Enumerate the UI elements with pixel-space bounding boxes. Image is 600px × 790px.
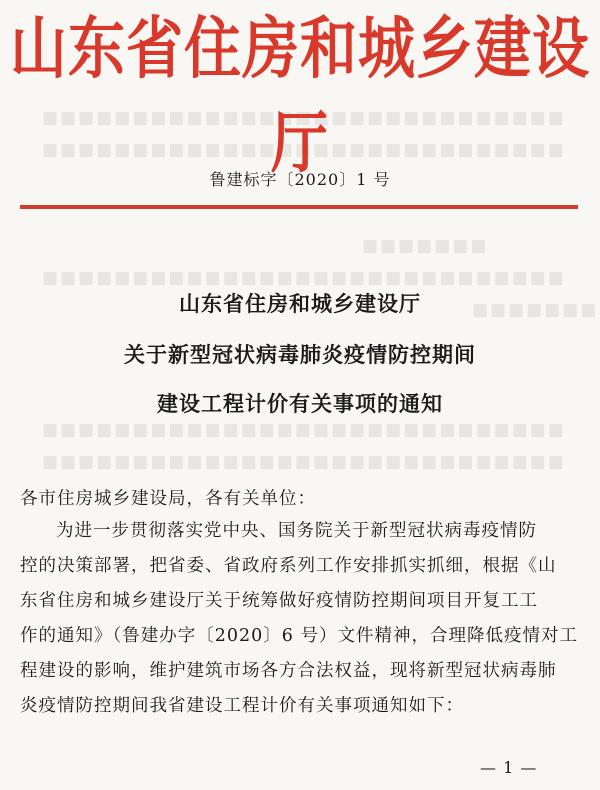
notice-title-line-3: 建设工程计价有关事项的通知 bbox=[157, 391, 443, 416]
salutation: 各市住房城乡建设局，各有关单位： bbox=[20, 489, 316, 509]
paragraph-line: 炎疫情防控期间我省建设工程计价有关事项通知如下： bbox=[20, 696, 464, 716]
bleed-through-texture: ■■■■■■■ bbox=[470, 300, 597, 320]
page-number: — 1 — bbox=[480, 758, 538, 777]
paragraph-line: 为进一步贯彻落实党中央、国务院关于新型冠状病毒疫情防 bbox=[56, 521, 537, 541]
document-number: 鲁建标字〔2020〕1 号 bbox=[209, 170, 391, 189]
paragraph-line: 控的决策部署，把省委、省政府系列工作安排抓实抓细，根据《山 bbox=[20, 556, 557, 576]
red-divider-rule bbox=[20, 205, 578, 209]
notice-title-line-1: 山东省住房和城乡建设厅 bbox=[179, 291, 421, 316]
bleed-through-texture: ■■■■■■■ bbox=[360, 236, 487, 256]
issuing-authority-header: 山东省住房和城乡建设厅 bbox=[10, 10, 590, 183]
paragraph-line: 程建设的影响，维护建筑市场各方合法权益，现将新型冠状病毒肺 bbox=[20, 661, 557, 681]
bleed-through-texture: ■■■■■■■■■■■■■■■■■■■■■■■■■■■■■ bbox=[40, 108, 564, 128]
paragraph-line: 作的通知》（鲁建办字〔2020〕6 号）文件精神，合理降低疫情对工 bbox=[20, 626, 578, 646]
bleed-through-texture: ■■■■■■■■■■■■■■■■■■■■■■■■■■■■■ bbox=[40, 452, 564, 472]
bleed-through-texture: ■■■■■■■■■■■■■■■■■■■■■■■■■■■■■ bbox=[40, 420, 564, 440]
notice-title-line-2: 关于新型冠状病毒肺炎疫情防控期间 bbox=[124, 342, 476, 367]
bleed-through-texture: ■■■■■■■■■■■■■■■■■■■■■■■■■■■■■ bbox=[40, 268, 564, 288]
paragraph-line: 东省住房和城乡建设厅关于统筹做好疫情防控期间项目开复工工 bbox=[20, 591, 538, 611]
bleed-through-texture: ■■■■■■■■■■■■■■■■■■■■■■■■■■■■■ bbox=[40, 140, 564, 160]
